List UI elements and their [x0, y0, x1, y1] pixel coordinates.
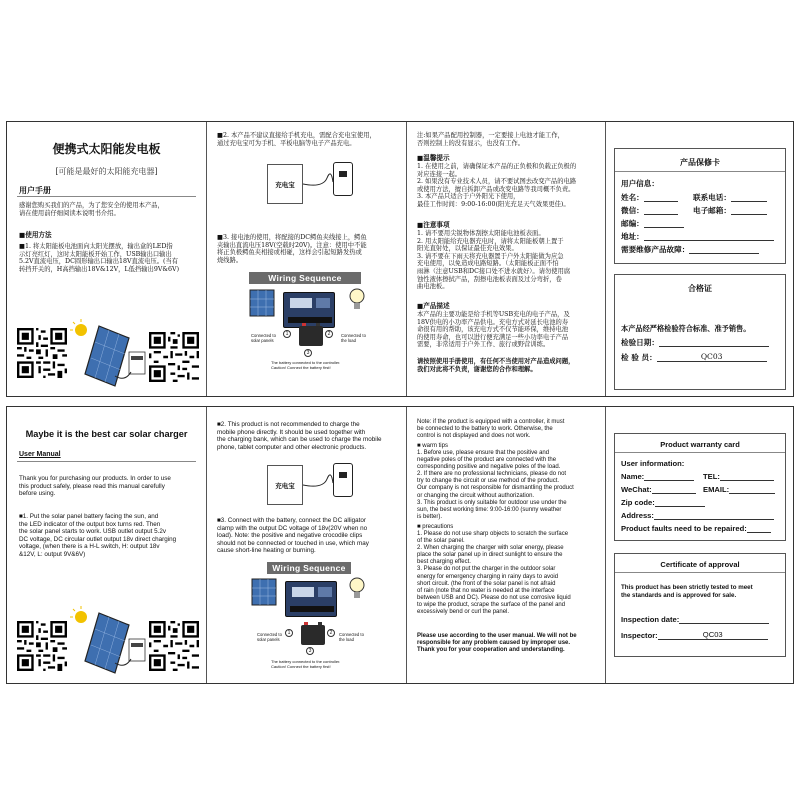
qr-code-icon — [149, 332, 199, 382]
en-tips-heading: ■ warm tips — [417, 443, 448, 449]
en-closing: Please use according to the user manual. We will not be responsible for any problem caused by improper use. Thank you for your cooperation and understanding. — [417, 633, 577, 654]
en-title: Maybe it is the best car solar charger — [25, 429, 188, 439]
en-cover-panel — [7, 407, 207, 683]
en-zip-field[interactable] — [655, 506, 705, 507]
cn-email-field[interactable] — [731, 214, 767, 215]
divider — [17, 461, 196, 462]
cn-note-3: ■3. 接电池的使用，将配接的DC鳄鱼夹线接上，鳄鱼 夹输出直流电压18V(空载时20V)。注意：使用中不能 将正负极鳄鱼夹相接或相碰，这样会引起短路发热或 烧线路。 — [217, 234, 367, 264]
cn-warranty-title: 产品保修卡 — [680, 157, 720, 167]
cn-phone-label: 联系电话： — [693, 193, 731, 202]
battery-step-1: 1 — [285, 629, 293, 637]
en-note-3: ■3. Connect with the battery, connect the DC alligator clamp with the output DC voltage of 18v(20V when no load). Note: the positive and negative crocodile clips should not be connected or touched in use, which may cause short-line heating or burning. — [217, 517, 369, 555]
cn-note-2: ■2. 本产品不建议直接给手机充电，需配合充电宝使用， 通过充电宝可为手机、平板电脑等电子产品充电。 — [217, 132, 376, 147]
cn-address-label: 地址： — [621, 232, 644, 241]
en-manual-heading: User Manual — [19, 451, 61, 458]
battery-icon — [301, 625, 325, 645]
cn-instructions-panel — [207, 122, 407, 396]
solar-panel-image — [69, 316, 149, 396]
sun-icon — [75, 324, 87, 336]
en-tel-label: TEL: — [703, 472, 720, 481]
cn-warranty-panel — [606, 122, 794, 396]
battery-step-2: 2 — [327, 629, 335, 637]
divider — [615, 171, 785, 172]
chinese-manual-sheet — [6, 121, 794, 397]
battery-step-3: 3 — [304, 349, 312, 357]
smartphone-icon — [333, 463, 353, 497]
en-user-info-label: User information: — [621, 459, 685, 468]
cn-wechat-field[interactable] — [644, 214, 678, 215]
cn-top-note: 注:如果产品配用控制器，一定要接上电池才能工作， 否则控制上的没有显示，也没有工作。 — [417, 132, 564, 147]
load-connection-label: Connected to the load — [341, 333, 366, 343]
en-email-field[interactable] — [729, 493, 775, 494]
cn-fault-label: 需要维修产品故障： — [621, 245, 690, 254]
cn-inspector-value: QC03 — [657, 352, 767, 362]
en-intro: Thank you for purchasing our products. In order to use this product safely, please read this manual carefully before using. — [19, 475, 171, 498]
divider — [615, 452, 785, 453]
cn-title: 便携式太阳能发电板 — [52, 142, 161, 156]
divider — [17, 196, 196, 197]
cn-inspect-date-field[interactable] — [659, 346, 769, 347]
en-inspect-date-field[interactable] — [679, 623, 769, 624]
en-zip-label: Zip code: — [621, 498, 655, 507]
en-inspect-date-label: Inspection date: — [621, 615, 680, 624]
cn-fault-field[interactable] — [689, 253, 759, 254]
en-email-label: EMAIL: — [703, 485, 730, 494]
cn-cert-text: 本产品经严格检验符合标准、准予销售。 — [621, 324, 751, 333]
solar-connection-label: Connected to solar panels — [251, 333, 276, 343]
cn-address-field[interactable] — [644, 240, 774, 241]
en-inspector-label: Inspector: — [621, 631, 658, 640]
cn-intro: 感谢您购买我们的产品，为了您安全的使用本产品， 请在使用前仔细阅读本说明书介绍。 — [19, 202, 164, 217]
en-top-note: Note: if the product is equipped with a controller, it must be connected to the battery to work. Otherwise, the control is not displayed and does not work. — [417, 419, 565, 440]
cn-name-field[interactable] — [644, 201, 678, 202]
battery-icon — [339, 171, 347, 177]
en-wechat-label: WeChat: — [621, 485, 652, 494]
cn-caution-text: 1. 请不要用尖锐物体刮擦太阳能电池板表面。 2. 用太阳能给充电器充电时，请将太阳能板朝上置于 阳光直射处，以保证最佳充电效果。 3. 请不要在下雨天将充电器置于户外太阳能做为应急 充电使用，以免造成电路短路。（太阳能板正面不怕 雨淋（注意USB和DC接口处不进水就好）。请勿使用腐 蚀性液体擦拭产品，刮擦电池板表面及过分弯折，卷 曲电池板。 — [417, 230, 571, 291]
qr-code-icon — [149, 621, 199, 671]
en-instructions-panel — [207, 407, 407, 683]
load-connection-label: Connected to the load — [339, 632, 364, 642]
en-tips-text: 1. Before use, please ensure that the positive and negative poles of the product are connected with the corresponding positive and negative poles of the load. 2. If there are no professional technicians, please do not try to change the circuit or use method of the product. Our company is not responsible for dismantling the product or changing the circuit without authorization. 3. This product is only suitable for outdoor use under the sun, the best working time: 9:00-16:00 (sunny weather is better). — [417, 450, 574, 520]
en-caution-heading: ■ precautions — [417, 524, 454, 530]
cn-tips-heading: ■温馨提示 — [417, 154, 450, 162]
en-power-bank-label: 充电宝 — [275, 482, 295, 490]
cn-usage-heading: ■使用方法 — [19, 231, 52, 239]
smartphone-icon — [333, 162, 353, 196]
cn-subtitle: [可能是最好的太阳能充电器] — [55, 167, 158, 176]
cn-wechat-label: 微信： — [621, 206, 644, 215]
en-tel-field[interactable] — [720, 480, 774, 481]
cn-usage-text: ■1. 将太阳能板电池面向太阳光摆放，输出盒的LED指 示灯亮红灯，这时太阳能板开始工作，USB输出口输出 5.2V直流电压，DC圆形输出口输出18V直流电压。(当有 转挡开关的，H高挡输出18V&12V，L低挡输出9V&6V) — [19, 243, 180, 273]
en-cert-text: This product has been strictly tested to meet the standards and is approved for sale. — [621, 584, 753, 599]
en-name-label: Name: — [621, 472, 645, 481]
qr-code-icon — [17, 621, 67, 671]
cn-cert-title: 合格证 — [688, 283, 712, 293]
battery-icon — [299, 326, 323, 346]
cn-email-label: 电子邮箱： — [693, 206, 731, 215]
en-tips-panel — [407, 407, 606, 683]
charge-controller — [285, 581, 337, 617]
battery-step-3: 3 — [306, 647, 314, 655]
en-address-field[interactable] — [654, 519, 774, 520]
cn-caution-heading: ■注意事项 — [417, 221, 450, 229]
cn-warranty-card — [614, 148, 786, 264]
cn-desc-text: 本产品的主要功能是给手机等USB充电的电子产品，及 18V供电的小功率产品供电。充电方式对延长电池的寿 命很有用的帮助，该充电方式不仅节能环保，维持电池 的使用寿命，也可以进行便充满足一些小功率电子产品 需要，非常适用于户外工作、旅行或野营训练。 — [417, 311, 570, 349]
cn-inspector-label: 检 验 员： — [621, 353, 657, 362]
cn-certificate — [614, 274, 786, 390]
battery-caution-label: The battery connected to the controller. Caution! Connect the battery first! — [271, 360, 341, 370]
cn-postcode-field[interactable] — [644, 227, 684, 228]
en-note-2: ■2. This product is not recommended to charge the mobile phone directly. It should be used together with the charging bank, which can be used to charge the mobile phone, tablet computer and other electronic products. — [217, 421, 382, 451]
sun-icon — [75, 611, 87, 623]
battery-step-2: 2 — [325, 330, 333, 338]
en-name-field[interactable] — [644, 480, 694, 481]
solar-panel-image — [69, 603, 149, 683]
cn-closing: 请按照使用手册使用，有任何不当使用对产品造成问题， 我们对此将不负责，谢谢您的合作和理解。 — [417, 358, 575, 373]
cn-cover-panel — [7, 122, 207, 396]
cn-name-label: 姓名： — [621, 193, 644, 202]
charge-controller — [283, 292, 335, 328]
en-caution-text: 1. Please do not use sharp objects to scratch the surface of the solar panel. 2. When charging the charger with solar energy, please place the solar panel up in direct sunlight to ensure the best charging effect. 3. Please do not put the charger in the outdoor solar energy for emergency charging in rainy days to avoid short circuit. (the front of the solar panel is not afraid of rain (note that no water is needed at the interface between USB and DC). Please do not use corrosive liquid to wipe the product, scrape the surface of the panel and excessively bend or curl the panel. — [417, 531, 571, 616]
battery-icon — [339, 472, 347, 478]
solar-panel-icon — [251, 577, 281, 607]
divider — [615, 572, 785, 573]
en-certificate — [614, 553, 786, 657]
cn-inspect-date-label: 检验日期： — [621, 338, 659, 347]
en-inspector-value: QC03 — [658, 630, 768, 640]
qr-code-icon — [17, 328, 67, 378]
en-address-label: Address: — [621, 511, 654, 520]
en-warranty-panel — [606, 407, 794, 683]
cn-tips-text: 1. 在使用之前，请确保证本产品的正负极和负载正负极的 对应连接一起。 2. 如果没有专业技术人员，请不要试图去改变产品的电路 或使用方法，擅自拆卸产品或改变电路等我司概不负责。 3. 本产品只适合于户外阳光下使用， 最佳工作时间：9:00-16:00(阳光充足天气效果更佳)。 — [417, 163, 577, 208]
en-fault-field[interactable] — [747, 532, 771, 533]
wiring-sequence-title: Wiring Sequence — [267, 562, 351, 574]
cn-tips-panel — [407, 122, 606, 396]
english-manual-sheet — [6, 406, 794, 684]
en-usage-text: ■1. Put the solar panel battery facing the sun, and the LED indicator of the output box turns red. Then the solar panel starts to work. USB outlet output 5.2v DC voltage, DC circular outlet output 18v direct charging voltage, (when there is a H-L switch, H: output 18v &12V, L: output 9V&6V) — [19, 513, 177, 558]
cn-phone-field[interactable] — [731, 201, 767, 202]
battery-caution-label: The battery connected to the controller. Caution! Connect the battery first! — [271, 659, 341, 669]
en-cert-title: Certificate of approval — [660, 560, 740, 569]
en-warranty-card — [614, 433, 786, 541]
cn-postcode-label: 邮编： — [621, 219, 644, 228]
cn-user-info-label: 用户信息： — [621, 179, 659, 188]
light-bulb-icon — [349, 288, 365, 312]
light-bulb-icon — [349, 577, 365, 601]
cn-manual-heading: 用户手册 — [19, 185, 51, 195]
en-fault-label: Product faults need to be repaired: — [621, 524, 747, 533]
solar-connection-label: Connected to solar panels — [257, 632, 282, 642]
wiring-sequence-title: Wiring Sequence — [249, 272, 361, 284]
cn-power-bank-label: 充电宝 — [275, 182, 295, 189]
cn-desc-heading: ■产品描述 — [417, 302, 450, 310]
battery-step-1: 1 — [283, 330, 291, 338]
en-warranty-title: Product warranty card — [660, 440, 740, 449]
en-wechat-field[interactable] — [652, 493, 696, 494]
